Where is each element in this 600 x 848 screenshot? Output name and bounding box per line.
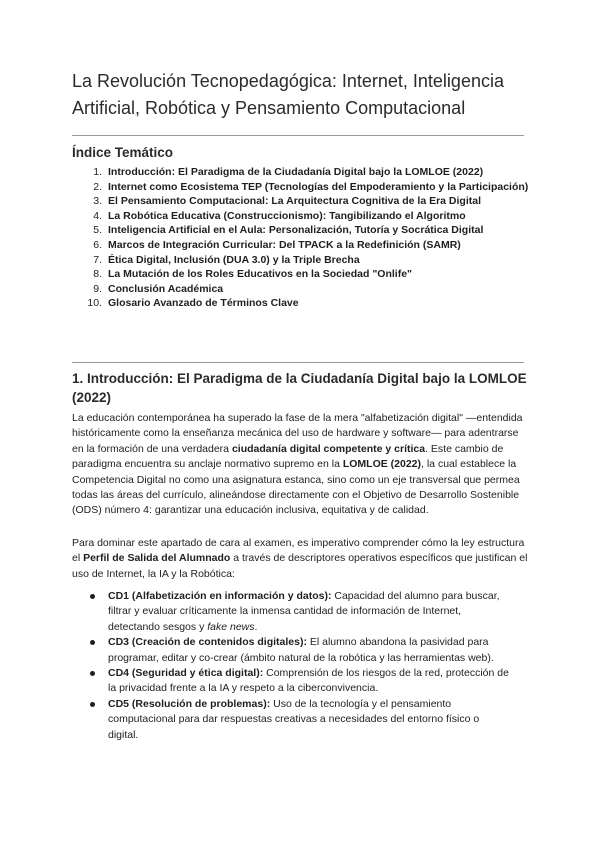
- toc-item[interactable]: 7. Ética Digital, Inclusión (DUA 3.0) y la Triple Brecha: [93, 253, 360, 266]
- paragraph-profile: Para dominar este apartado de cara al examen, es imperativo comprender cómo la ley estructura el Perfil de Salida del Alumnado a través de descriptores operativos específicos que justifican el uso de Internet, la IA y la Robótica:: [72, 537, 528, 580]
- paragraph-intro: La educación contemporánea ha superado la fase de la mera "alfabetización digital" —entendida históricamente como la enseñanza mecánica del uso de hardware y software— para adentrarse en la formación de una verdadera ciudadanía digital competente y crítica. Este cambio de paradigma encuentra su anclaje normativo supremo en la LOMLOE (2022), la cual establece la Competencia Digital no como una asignatura estanca, sino como un eje transversal que permea todas las áreas del currículo, alineándose directamente con el Objetivo de Desarrollo Sostenible (ODS) número 4: garantizar una educación inclusiva, equitativa y de calidad.: [72, 412, 523, 517]
- toc-item[interactable]: 5. Inteligencia Artificial en el Aula: Personalización, Tutoría y Socrática Digital: [93, 224, 484, 237]
- document-title: La Revolución Tecnopedagógica: Internet, Inteligencia Artificial, Robótica y Pensamiento Computacional: [72, 71, 504, 118]
- toc-item[interactable]: 9. Conclusión Académica: [93, 282, 224, 295]
- list-item: CD5 (Resolución de problemas): Uso de la tecnología y el pensamiento computacional para dar respuestas creativas a necesidades del entorno físico o digital.: [90, 697, 510, 743]
- toc-item[interactable]: 2. Internet como Ecosistema TEP (Tecnologías del Empoderamiento y la Participación): [93, 180, 529, 193]
- list-item: CD1 (Alfabetización en información y datos): Capacidad del alumno para buscar, filtrar y evaluar críticamente la inmensa cantidad de información de Internet, detectando sesgos y fake news.: [90, 589, 510, 635]
- toc-item[interactable]: 6. Marcos de Integración Curricular: Del TPACK a la Redefinición (SAMR): [93, 238, 461, 251]
- toc-item[interactable]: 3. El Pensamiento Computacional: La Arquitectura Cognitiva de la Era Digital: [93, 195, 482, 208]
- list-item: CD4 (Seguridad y ética digital): Comprensión de los riesgos de la red, protección de la privacidad frente a la IA y respeto a la ciberconvivencia.: [90, 666, 510, 697]
- toc-heading: Índice Temático: [72, 145, 174, 160]
- bullet-icon: [90, 671, 95, 676]
- toc-item[interactable]: 1. Introducción: El Paradigma de la Ciudadanía Digital bajo la LOMLOE (2022): [93, 166, 484, 178]
- toc-item[interactable]: 8. La Mutación de los Roles Educativos en la Sociedad "Onlife": [93, 268, 413, 281]
- table-of-contents: [72, 165, 532, 311]
- list-item: CD3 (Creación de contenidos digitales): El alumno abandona la pasividad para programar, editar y co-crear (ámbito natural de la robótica y las herramientas web).: [90, 635, 510, 666]
- toc-item[interactable]: 10. Glosario Avanzado de Términos Clave: [87, 297, 299, 310]
- section-heading: 1. Introducción: El Paradigma de la Ciudadanía Digital bajo la LOMLOE (2022): [72, 371, 527, 405]
- descriptor-list: [90, 589, 510, 743]
- bullet-icon: [90, 640, 95, 645]
- divider: [72, 135, 524, 136]
- toc-item[interactable]: 4. La Robótica Educativa (Construccionismo): Tangibilizando el Algoritmo: [93, 209, 466, 222]
- bullet-icon: [90, 702, 95, 707]
- bullet-icon: [90, 594, 95, 599]
- divider: [72, 362, 524, 363]
